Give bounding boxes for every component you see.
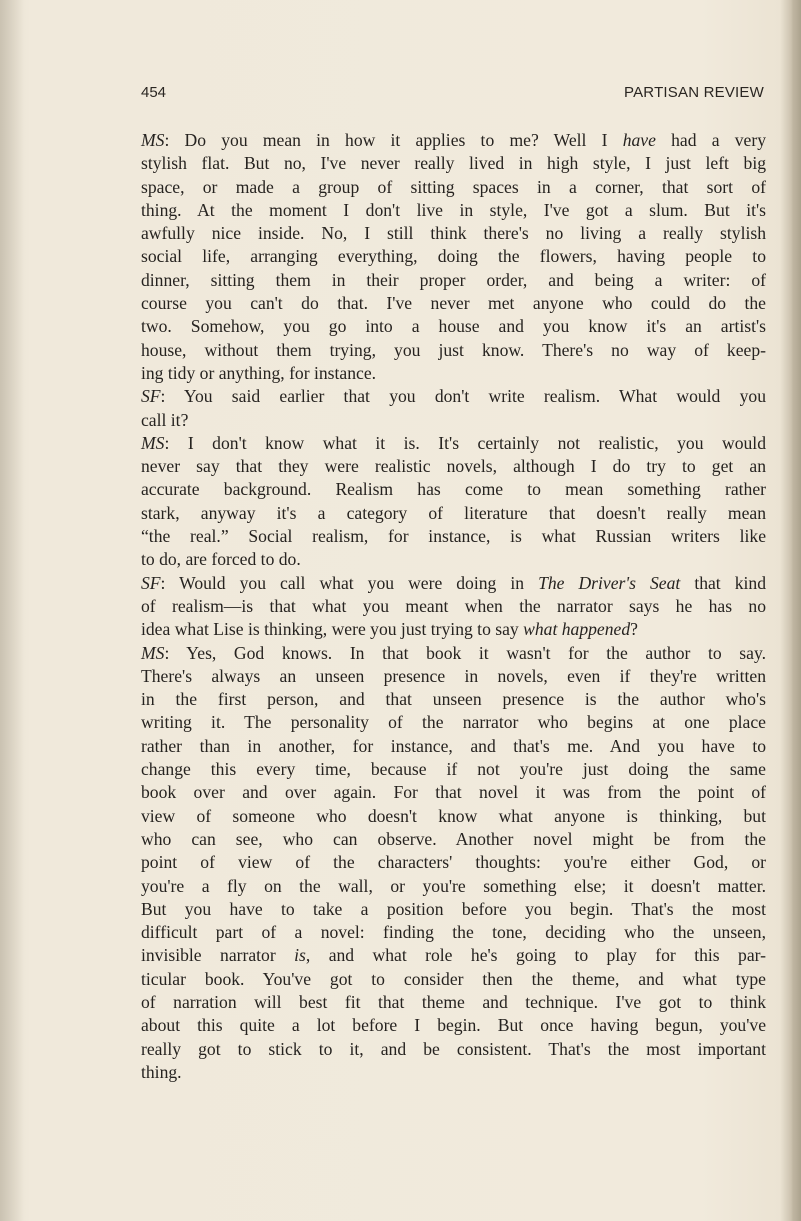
speaker-label: MS <box>141 432 165 453</box>
line-text: that kind <box>680 572 766 593</box>
text-line <box>141 1014 766 1037</box>
italic-text: is <box>294 945 306 966</box>
line-text: stylish flat. But no, I've never really lived in high style, I just left big <box>141 153 766 174</box>
line-text: of realism—is that what you meant when the narrator says he has no <box>141 595 766 616</box>
line-text: ? <box>630 619 638 640</box>
line-text: had a very <box>655 130 766 150</box>
text-line <box>141 385 766 408</box>
text-line <box>141 851 766 874</box>
line-text: really got to stick to it, and be consistent. That's the most important <box>141 1038 766 1059</box>
line-text: invisible narrator <box>141 945 295 966</box>
line-text: “the real.” Social realism, for instance, is what Russian writers like <box>141 526 766 547</box>
text-line <box>141 478 766 501</box>
line-text: view of someone who doesn't know what anyone is thinking, but <box>141 805 766 826</box>
line-text: : I don't know what it is. It's certainly not realistic, you would <box>164 432 766 453</box>
line-text: dinner, sitting them in their proper order, and being a writer: of <box>141 269 766 290</box>
text-line <box>141 968 766 991</box>
text-line <box>141 688 766 711</box>
line-text: never say that they were realistic novels, although I do try to get an <box>141 456 766 477</box>
line-text: who can see, who can observe. Another novel might be from the <box>141 828 766 849</box>
line-text: change this every time, because if not you're just doing the same <box>141 759 766 780</box>
line-text: difficult part of a novel: finding the tone, deciding who the unseen, <box>141 922 766 943</box>
line-text: rather than in another, for instance, and that's me. And you have to <box>141 735 766 756</box>
text-line <box>141 665 766 688</box>
running-header <box>141 84 764 104</box>
line-text: , and what role he's going to play for this par- <box>305 945 767 966</box>
line-text: course you can't do that. I've never met anyone who could do the <box>141 293 766 314</box>
italic-text: what happened <box>523 619 631 640</box>
text-line <box>141 572 766 595</box>
italic-text: The Driver's Seat <box>538 572 681 593</box>
text-line <box>141 781 766 804</box>
text-line <box>141 362 766 385</box>
text-line <box>141 222 766 245</box>
text-line <box>141 898 766 921</box>
line-text: thing. At the moment I don't live in style, I've got a slum. But it's <box>141 199 766 220</box>
speaker-label: SF <box>141 386 161 407</box>
line-text: : Would you call what you were doing in <box>160 572 539 593</box>
line-text: accurate background. Realism has come to mean something rather <box>141 479 766 500</box>
text-line <box>141 315 766 338</box>
line-text: point of view of the characters' thoughts: you're either God, or <box>141 852 766 873</box>
page-number: 454 <box>141 84 167 101</box>
text-line <box>141 1061 766 1084</box>
text-line <box>141 642 766 665</box>
speaker-label: MS <box>141 130 165 150</box>
text-line <box>141 875 766 898</box>
text-line <box>141 991 766 1014</box>
text-line <box>141 735 766 758</box>
line-text: you're a fly on the wall, or you're something else; it doesn't matter. <box>141 875 766 896</box>
text-line <box>141 711 766 734</box>
journal-title: PARTISAN REVIEW <box>624 84 764 101</box>
line-text: about this quite a lot before I begin. But once having begun, you've <box>141 1015 766 1036</box>
line-text: idea what Lise is thinking, were you just trying to say <box>141 619 524 640</box>
line-text: space, or made a group of sitting spaces in a corner, that sort of <box>141 176 766 197</box>
line-text: call it? <box>141 409 189 430</box>
line-text: social life, arranging everything, doing the flowers, having people to <box>141 246 766 267</box>
line-text: in the first person, and that unseen presence is the author who's <box>141 689 766 710</box>
line-text: book over and over again. For that novel it was from the point of <box>141 782 766 803</box>
spine-shadow <box>0 0 24 1221</box>
line-text: : You said earlier that you don't write realism. What would you <box>160 386 766 407</box>
text-line <box>141 944 766 967</box>
text-line <box>141 455 766 478</box>
line-text: : Yes, God knows. In that book it wasn't for the author to say. <box>164 642 766 663</box>
text-line <box>141 129 766 152</box>
line-text: of narration will best fit that theme and technique. I've got to think <box>141 991 766 1012</box>
text-line <box>141 525 766 548</box>
line-text: There's always an unseen presence in novels, even if they're written <box>141 665 766 686</box>
line-text: house, without them trying, you just know. There's no way of keep- <box>141 339 766 360</box>
line-text: two. Somehow, you go into a house and you know it's an artist's <box>141 316 766 337</box>
text-line <box>141 758 766 781</box>
text-line <box>141 595 766 618</box>
text-line <box>141 805 766 828</box>
italic-text: have <box>622 130 656 150</box>
speaker-label: MS <box>141 642 165 663</box>
text-line <box>141 1038 766 1061</box>
interview-text <box>141 129 766 1084</box>
text-line <box>141 921 766 944</box>
line-text: ticular book. You've got to consider then the theme, and what type <box>141 968 766 989</box>
text-line <box>141 548 766 571</box>
text-line <box>141 339 766 362</box>
text-line <box>141 176 766 199</box>
page-edge-shadow <box>791 0 801 1221</box>
text-line <box>141 828 766 851</box>
line-text: ing tidy or anything, for instance. <box>141 362 377 383</box>
line-text: : Do you mean in how it applies to me? Well I <box>164 130 623 150</box>
line-text: thing. <box>141 1061 182 1082</box>
line-text: But you have to take a position before you begin. That's the most <box>141 898 766 919</box>
text-line <box>141 432 766 455</box>
text-line <box>141 618 766 641</box>
text-line <box>141 199 766 222</box>
speaker-label: SF <box>141 572 161 593</box>
text-line <box>141 269 766 292</box>
line-text: stark, anyway it's a category of literature that doesn't really mean <box>141 502 766 523</box>
line-text: awfully nice inside. No, I still think there's no living a really stylish <box>141 223 766 244</box>
text-line <box>141 292 766 315</box>
line-text: writing it. The personality of the narrator who begins at one place <box>141 712 766 733</box>
text-line <box>141 409 766 432</box>
line-text: to do, are forced to do. <box>141 549 301 570</box>
text-line <box>141 502 766 525</box>
text-line <box>141 152 766 175</box>
text-line <box>141 245 766 268</box>
